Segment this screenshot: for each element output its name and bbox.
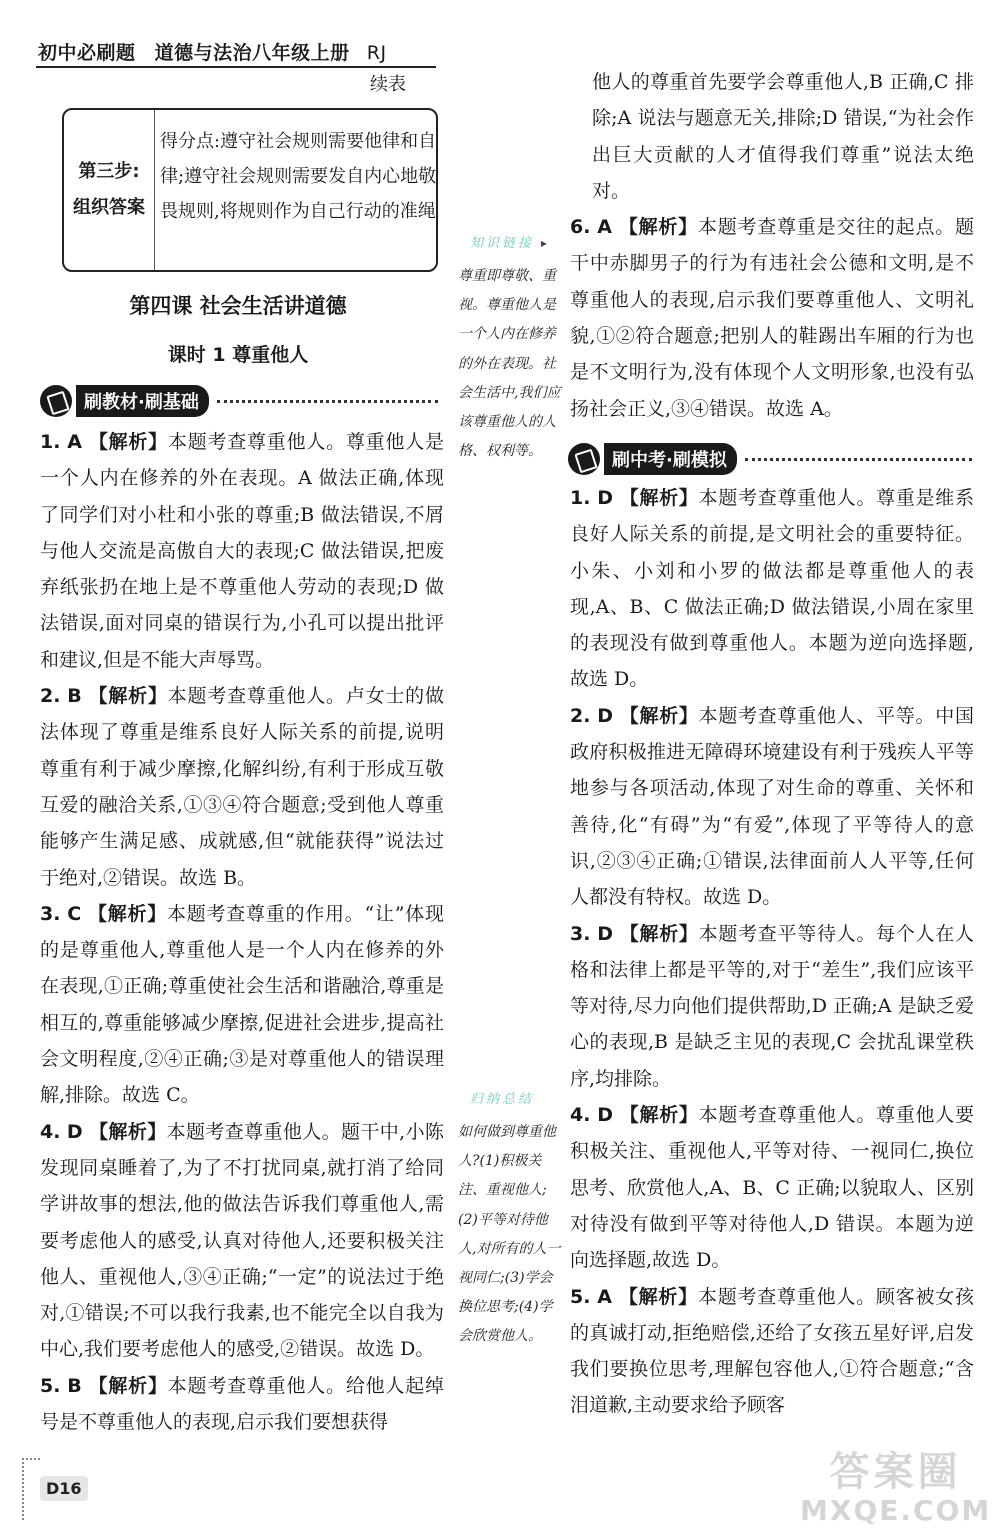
item-text: 本题考查尊重他人。尊重他人是一个人内在修养的外在表现。A 做法正确,体现了同学们对小杜和小张的尊重;B 做法错误,不屑与他人交流是高傲自大的表现;C 做法错误,把废弃纸张扔在地上是不尊重他人劳动的表现;D 做法错误,面对同桌的错误行为,小孔可以提出批评和建议,但是不能大声辱骂。 <box>40 431 444 671</box>
analysis-tag: 【解析】 <box>619 704 699 727</box>
pen-book-icon <box>568 443 600 475</box>
answer-item-right-5 <box>570 1279 974 1424</box>
item-answer: D <box>597 487 613 509</box>
item-number: 6. <box>570 216 591 239</box>
period-title: 课时 1 尊重他人 <box>167 344 309 366</box>
item-number: 4. <box>40 1120 61 1143</box>
banner-dots <box>745 458 972 461</box>
item-number: 5. <box>40 1374 61 1397</box>
item-number: 3. <box>40 902 61 925</box>
analysis-tag: 【解析】 <box>88 431 168 453</box>
item-answer: A <box>597 1285 612 1308</box>
right-answer-column-bottom <box>570 480 974 1424</box>
item-text: 本题考查尊重他人。顾客被女孩的真诚打动,拒绝赔偿,还给了女孩五星好评,启发我们要换位思考,理解包容他人,①符合题意;“含泪道歉,主动要求给予顾客 <box>570 1285 974 1417</box>
item-number: 1. <box>570 487 591 509</box>
item-answer: D <box>597 922 613 945</box>
analysis-tag: 【解析】 <box>619 1104 699 1127</box>
item-answer: D <box>66 1120 83 1143</box>
item-text: 本题考查尊重他人。尊重是维系良好人际关系的前提,是文明社会的重要特征。小朱、小刘和小罗的做法都是尊重他人的表现,A、B、C 做法正确;D 做法错误,小周在家里的表现没有做到尊重他人。本题为逆向选择题,故选 D。 <box>570 487 974 691</box>
watermark-line2: MXQE.COM <box>800 1494 992 1527</box>
side-note-1-heading <box>470 232 550 251</box>
analysis-tag: 【解析】 <box>88 902 168 925</box>
subject-title: 道德与法治八年级上册 <box>154 42 350 64</box>
section-banner-basic <box>40 384 438 418</box>
item-number: 5. <box>570 1285 591 1308</box>
side-note-1-heading-text: 知识链接 <box>470 236 535 251</box>
answer-item-right-2 <box>570 698 974 916</box>
pen-book-icon <box>40 385 72 417</box>
page-number: D16 <box>40 1476 88 1501</box>
answer-item-right-4 <box>570 1097 974 1278</box>
banner-dots <box>217 400 438 403</box>
answer-item-left-4 <box>40 1114 444 1368</box>
header-divider <box>36 66 436 68</box>
item-answer: A <box>67 431 82 453</box>
answer-item-right-1 <box>570 480 974 698</box>
banner-exam-label: 刷中考·刷模拟 <box>604 443 737 475</box>
item-answer: D <box>597 704 613 727</box>
side-note-1: 尊重即尊敬、重视。尊重他人是一个人内在修养的外在表现。社会生活中,我们应该尊重他人的人格、权利等。 <box>458 268 561 460</box>
item-text: 本题考查尊重他人。给他人起绰号是不尊重他人的表现,启示我们要想获得 <box>40 1374 444 1434</box>
item-number: 3. <box>570 922 591 945</box>
step-content: 得分点:遵守社会规则需要他律和自律;遵守社会规则需要发自内心地敬畏规则,将规则作为自己行动的准绳 <box>160 131 437 222</box>
analysis-tag: 【解析】 <box>619 487 699 509</box>
answer-item-right-6 <box>570 209 974 427</box>
item-text: 本题考查平等待人。每个人在人格和法律上都是平等的,对于“差生”,我们应该平等对待,尽力向他们提供帮助,D 正确;A 是缺乏爱心的表现,B 是缺乏主见的表现,C 会扰乱课堂秩序,均排除。 <box>570 922 974 1090</box>
section-banner-exam <box>568 442 972 476</box>
side-note-2-heading: 归纳总结 <box>470 1092 535 1107</box>
page-header <box>38 38 387 65</box>
analysis-tag: 【解析】 <box>618 1285 698 1308</box>
edition-label: RJ <box>366 42 387 64</box>
item-number: 4. <box>570 1104 591 1127</box>
answer-item-left-5 <box>40 1368 444 1441</box>
arrow-right-icon: ▸ <box>534 236 550 250</box>
analysis-tag: 【解析】 <box>618 216 698 239</box>
answer-item-left-3 <box>40 896 444 1114</box>
item-text: 本题考查尊重他人。尊重他人要积极关注、重视他人,平等对待、一视同仁,换位思考、欣赏他人,A、B、C 正确;以貌取人、区别对待没有做到平等对待他人,D 错误。本题为逆向选择题,故选 D。 <box>570 1104 974 1272</box>
step-table <box>62 108 438 272</box>
banner-basic-label: 刷教材·刷基础 <box>76 385 209 417</box>
step-label-line2: 组织答案 <box>73 197 145 218</box>
step-label <box>64 110 155 270</box>
item-text: 本题考查尊重是交往的起点。题干中赤脚男子的行为有违社会公德和文明,是不尊重他人的表现,启示我们要尊重他人、文明礼貌,①②符合题意;把别人的鞋踢出车厢的行为也是不文明行为,没有体现个人文明形象,也没有弘扬社会正义,③④错误。故选 A。 <box>570 216 974 420</box>
item-answer: B <box>67 685 82 708</box>
watermark <box>800 1448 991 1526</box>
item-answer: B <box>67 1374 82 1397</box>
left-answer-column <box>40 424 444 1440</box>
item-answer: C <box>67 902 82 925</box>
item-text: 本题考查尊重他人。卢女士的做法体现了尊重是维系良好人际关系的前提,说明尊重有利于减少摩擦,化解纠纷,有利于形成互敬互爱的融洽关系,①③④符合题意;受到他人尊重能够产生满足感、成就感,但“就能获得”说法过于绝对,②错误。故选 B。 <box>40 685 444 889</box>
continued-label: 续表 <box>370 74 406 95</box>
item-number: 2. <box>570 704 591 727</box>
analysis-tag: 【解析】 <box>89 1120 167 1143</box>
lesson-title: 第四课 社会生活讲道德 <box>129 294 347 318</box>
item-text: 本题考查尊重他人、平等。中国政府积极推进无障碍环境建设有利于残疾人平等地参与各项活动,体现了对生命的尊重、关怀和善待,化“有碍”为“有爱”,体现了平等待人的意识,②③④正确;①错误,法律面前人人平等,任何人都没有特权。故选 D。 <box>570 704 974 909</box>
step-label-line1: 第三步: <box>78 161 140 182</box>
right-answer-column-top <box>570 64 974 427</box>
item-number: 2. <box>40 685 61 708</box>
book-title: 初中必刷题 <box>38 42 136 64</box>
answer-item-continued: 他人的尊重首先要学会尊重他人,B 正确,C 排除;A 说法与题意无关,排除;D 错误,“为社会作出巨大贡献的人才值得我们尊重”说法太绝对。 <box>592 71 974 202</box>
analysis-tag: 【解析】 <box>88 685 168 708</box>
item-text: 本题考查尊重他人。题干中,小陈发现同桌睡着了,为了不打扰同桌,就打消了给同学讲故事的想法,他的做法告诉我们尊重他人,需要考虑他人的感受,认真对待他人,还要积极关注他人、重视他人,③④正确;“一定”的说法过于绝对,①错误;不可以我行我素,也不能完全以自我为中心,我们要考虑他人的感受,②错误。故选 D。 <box>40 1120 444 1361</box>
analysis-tag: 【解析】 <box>88 1374 168 1397</box>
item-answer: A <box>597 216 612 239</box>
item-number: 1. <box>40 431 61 453</box>
answer-item-left-1 <box>40 424 444 678</box>
page-corner-dots <box>22 1458 40 1520</box>
item-text: 本题考查尊重的作用。“让”体现的是尊重他人,尊重他人是一个人内在修养的外在表现,①正确;尊重使社会生活和谐融洽,尊重是相互的,尊重能够减少摩擦,促进社会进步,提高社会文明程度,②④正确;③是对尊重他人的错误理解,排除。故选 C。 <box>40 902 444 1107</box>
answer-item-left-2 <box>40 678 444 896</box>
analysis-tag: 【解析】 <box>619 922 699 945</box>
watermark-line1: 答案圈 <box>829 1449 962 1495</box>
answer-item-right-3 <box>570 916 974 1097</box>
item-answer: D <box>597 1104 613 1127</box>
side-note-2: 如何做到尊重他人?(1)积极关注、重视他人;(2)平等对待他人,对所有的人一视同仁;(3)学会换位思考;(4)学会欣赏他人。 <box>458 1124 561 1345</box>
